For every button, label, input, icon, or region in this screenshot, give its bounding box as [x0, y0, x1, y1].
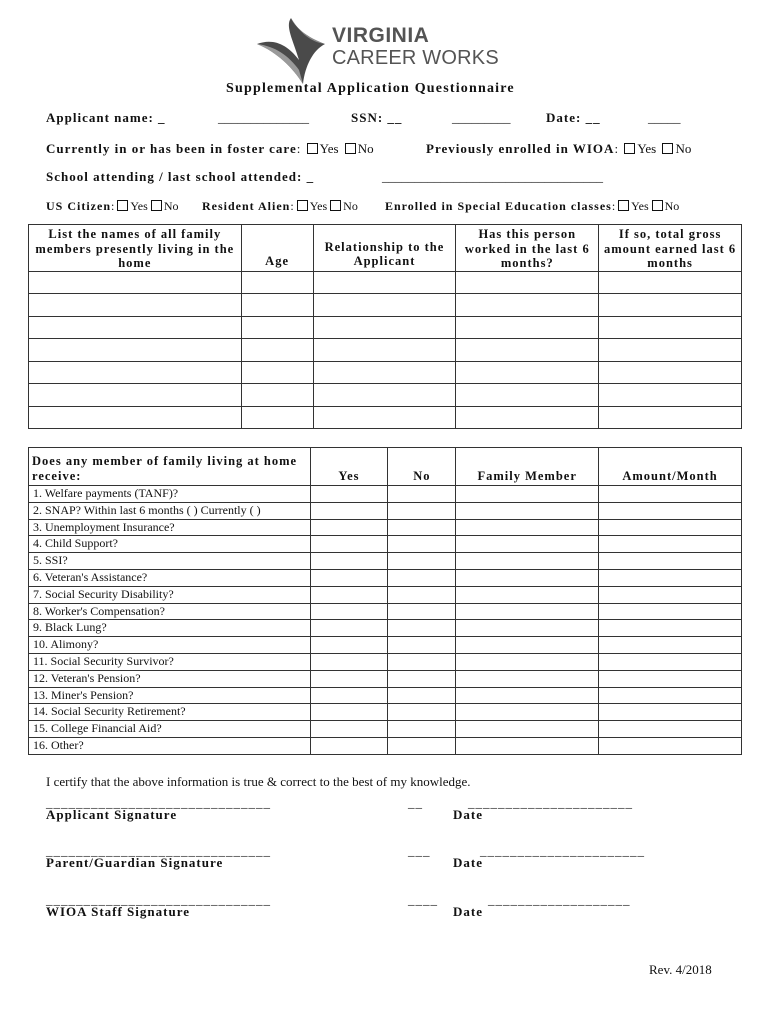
guardian-date-line-short[interactable]: ___ — [408, 843, 431, 858]
benefit-yes-cell[interactable] — [310, 486, 388, 503]
table-row — [29, 637, 742, 654]
benefit-family-member-cell[interactable] — [456, 536, 599, 553]
guardian-date-label: Date — [453, 855, 483, 870]
special-ed-yes-label: Yes — [631, 199, 649, 213]
benefit-no-cell[interactable] — [388, 569, 456, 586]
benefit-amount-cell[interactable] — [599, 569, 742, 586]
amount-cell[interactable] — [599, 361, 742, 384]
benefit-item-label: 3. Unemployment Insurance? — [29, 519, 311, 536]
benefit-item-label: 5. SSI? — [29, 553, 311, 570]
benefit-item-label: 14. Social Security Retirement? — [29, 704, 311, 721]
benefit-no-cell[interactable] — [388, 704, 456, 721]
foster-no-label: No — [357, 141, 374, 156]
us-citizen-label: US Citizen — [46, 199, 111, 213]
amount-cell[interactable] — [599, 384, 742, 407]
family-members-table — [28, 224, 742, 429]
benefit-amount-cell[interactable] — [599, 653, 742, 670]
relationship-cell[interactable] — [313, 294, 456, 317]
wioa-question: Previously enrolled in WIOA: Yes No — [426, 141, 692, 156]
staff-date-label: Date — [453, 904, 483, 919]
table-row — [29, 553, 742, 570]
wioa-yes-checkbox[interactable] — [624, 143, 635, 154]
benefit-yes-cell[interactable] — [310, 519, 388, 536]
special-ed-label: Enrolled in Special Education classes — [385, 199, 612, 213]
table-row — [29, 620, 742, 637]
gross-amount-header: If so, total gross amount earned last 6 months — [599, 225, 742, 272]
applicant-signature-line[interactable]: ______________________________ — [46, 795, 271, 810]
staff-signature-label: WIOA Staff Signature — [46, 904, 190, 919]
table-row — [29, 603, 742, 620]
name-cell[interactable] — [29, 361, 242, 384]
worked-cell[interactable] — [456, 361, 599, 384]
amount-month-header: Amount/Month — [599, 448, 742, 486]
table-row — [29, 486, 742, 503]
receive-question-text: Does any member of family living at home receive: — [32, 454, 298, 483]
benefit-amount-cell[interactable] — [599, 637, 742, 654]
table-row — [29, 536, 742, 553]
staff-date-line[interactable]: ___________________ — [488, 892, 631, 907]
no-header: No — [388, 448, 456, 486]
benefit-family-member-cell[interactable] — [456, 620, 599, 637]
benefit-family-member-cell[interactable] — [456, 603, 599, 620]
worked-header: Has this person worked in the last 6 months? — [456, 225, 599, 272]
alien-yes-checkbox[interactable] — [297, 200, 308, 211]
benefit-family-member-cell[interactable] — [456, 553, 599, 570]
benefit-no-cell[interactable] — [388, 721, 456, 738]
worked-cell[interactable] — [456, 294, 599, 317]
table-row — [29, 586, 742, 603]
date-label: Date: __ — [546, 110, 601, 125]
guardian-date-line[interactable]: ______________________ — [480, 843, 645, 858]
benefit-item-label: 6. Veteran's Assistance? — [29, 569, 311, 586]
benefit-item-label: 7. Social Security Disability? — [29, 586, 311, 603]
us-citizen-question: US Citizen: Yes No — [46, 199, 179, 213]
benefits-table — [28, 447, 742, 755]
benefit-amount-cell[interactable] — [599, 519, 742, 536]
foster-yes-label: Yes — [319, 141, 339, 156]
ssn-field[interactable]: _________ — [452, 110, 511, 125]
table-row — [29, 569, 742, 586]
wioa-yes-label: Yes — [637, 141, 657, 156]
benefit-family-member-cell[interactable] — [456, 737, 599, 754]
benefit-item-label: 10. Alimony? — [29, 637, 311, 654]
certify-statement: I certify that the above information is true & correct to the best of my knowledge. — [46, 774, 471, 789]
benefit-no-cell[interactable] — [388, 519, 456, 536]
guardian-signature-label: Parent/Guardian Signature — [46, 855, 224, 870]
table-row — [29, 502, 742, 519]
foster-no-checkbox[interactable] — [345, 143, 356, 154]
benefit-yes-cell[interactable] — [310, 569, 388, 586]
benefit-yes-cell[interactable] — [310, 704, 388, 721]
name-cell[interactable] — [29, 384, 242, 407]
benefit-amount-cell[interactable] — [599, 536, 742, 553]
special-ed-no-label: No — [664, 199, 680, 213]
table-row — [29, 294, 742, 317]
benefit-no-cell[interactable] — [388, 670, 456, 687]
age-cell[interactable] — [241, 406, 313, 429]
foster-care-label: Currently in or has been in foster care — [46, 141, 297, 156]
amount-cell[interactable] — [599, 316, 742, 339]
worked-cell[interactable] — [456, 271, 599, 294]
citizen-no-label: No — [163, 199, 179, 213]
worked-cell[interactable] — [456, 339, 599, 362]
benefit-no-cell[interactable] — [388, 687, 456, 704]
worked-cell[interactable] — [456, 406, 599, 429]
benefit-amount-cell[interactable] — [599, 737, 742, 754]
citizen-yes-checkbox[interactable] — [117, 200, 128, 211]
benefit-item-label: 1. Welfare payments (TANF)? — [29, 486, 311, 503]
table-row — [29, 339, 742, 362]
relationship-cell[interactable] — [313, 316, 456, 339]
table-row — [29, 384, 742, 407]
benefit-amount-cell[interactable] — [599, 687, 742, 704]
age-header: Age — [241, 225, 313, 272]
staff-date-line-short[interactable]: ____ — [408, 892, 438, 907]
revision-note: Rev. 4/2018 — [649, 962, 712, 977]
name-cell[interactable] — [29, 316, 242, 339]
benefit-family-member-cell[interactable] — [456, 519, 599, 536]
benefit-no-cell[interactable] — [388, 586, 456, 603]
benefit-yes-cell[interactable] — [310, 637, 388, 654]
applicant-signature-label: Applicant Signature — [46, 807, 178, 822]
table-row — [29, 653, 742, 670]
relationship-cell[interactable] — [313, 361, 456, 384]
family-names-header: List the names of all family members presently living in the home — [29, 225, 242, 272]
logo-text-line1: VIRGINIA — [332, 24, 430, 47]
benefit-amount-cell[interactable] — [599, 586, 742, 603]
benefit-no-cell[interactable] — [388, 637, 456, 654]
amount-cell[interactable] — [599, 406, 742, 429]
guardian-signature-line[interactable]: ______________________________ — [46, 843, 271, 858]
school-label: School attending / last school attended: _ — [46, 169, 315, 184]
wioa-no-label: No — [675, 141, 692, 156]
relationship-cell[interactable] — [313, 406, 456, 429]
benefit-yes-cell[interactable] — [310, 670, 388, 687]
family-member-header: Family Member — [456, 448, 599, 486]
benefit-item-label: 12. Veteran's Pension? — [29, 670, 311, 687]
benefit-amount-cell[interactable] — [599, 620, 742, 637]
virginia-career-works-logo-icon — [255, 16, 330, 84]
amount-cell[interactable] — [599, 271, 742, 294]
date-field[interactable]: _____ — [648, 110, 681, 125]
alien-no-checkbox[interactable] — [330, 200, 341, 211]
staff-signature-line[interactable]: ______________________________ — [46, 892, 271, 907]
benefit-item-label: 11. Social Security Survivor? — [29, 653, 311, 670]
applicant-date-label: Date — [453, 807, 483, 822]
benefit-yes-cell[interactable] — [310, 536, 388, 553]
age-cell[interactable] — [241, 384, 313, 407]
benefit-item-label: 4. Child Support? — [29, 536, 311, 553]
receive-question-header — [29, 448, 311, 486]
benefit-amount-cell[interactable] — [599, 670, 742, 687]
benefit-amount-cell[interactable] — [599, 603, 742, 620]
benefit-amount-cell[interactable] — [599, 704, 742, 721]
special-ed-yes-checkbox[interactable] — [618, 200, 629, 211]
benefit-item-label: 9. Black Lung? — [29, 620, 311, 637]
resident-alien-label: Resident Alien — [202, 199, 291, 213]
applicant-name-field[interactable]: ______________ — [218, 110, 309, 125]
benefit-yes-cell[interactable] — [310, 687, 388, 704]
benefit-no-cell[interactable] — [388, 553, 456, 570]
benefit-family-member-cell[interactable] — [456, 721, 599, 738]
applicant-name-label: Applicant name: _ — [46, 110, 166, 125]
benefit-yes-cell[interactable] — [310, 502, 388, 519]
benefit-no-cell[interactable] — [388, 536, 456, 553]
wioa-label: Previously enrolled in WIOA — [426, 141, 615, 156]
benefit-item-label: 8. Worker's Compensation? — [29, 603, 311, 620]
wioa-no-checkbox[interactable] — [662, 143, 673, 154]
benefit-no-cell[interactable] — [388, 737, 456, 754]
benefit-item-label: 13. Miner's Pension? — [29, 687, 311, 704]
benefit-amount-cell[interactable] — [599, 553, 742, 570]
name-cell[interactable] — [29, 294, 242, 317]
special-ed-no-checkbox[interactable] — [652, 200, 663, 211]
benefit-yes-cell[interactable] — [310, 603, 388, 620]
amount-cell[interactable] — [599, 339, 742, 362]
relationship-cell[interactable] — [313, 271, 456, 294]
table-row — [29, 361, 742, 384]
resident-alien-question: Resident Alien: Yes No — [202, 199, 358, 213]
benefit-no-cell[interactable] — [388, 603, 456, 620]
table-row — [29, 687, 742, 704]
benefit-yes-cell[interactable] — [310, 586, 388, 603]
benefit-family-member-cell[interactable] — [456, 586, 599, 603]
benefit-yes-cell[interactable] — [310, 721, 388, 738]
special-ed-question: Enrolled in Special Education classes: Yes No — [385, 199, 680, 213]
table-row — [29, 721, 742, 738]
page-title: Supplemental Application Questionnaire — [226, 81, 515, 96]
name-cell[interactable] — [29, 339, 242, 362]
benefit-family-member-cell[interactable] — [456, 687, 599, 704]
citizen-yes-label: Yes — [130, 199, 148, 213]
benefit-family-member-cell[interactable] — [456, 486, 599, 503]
table-row — [29, 670, 742, 687]
citizen-no-checkbox[interactable] — [151, 200, 162, 211]
benefit-family-member-cell[interactable] — [456, 569, 599, 586]
yes-header: Yes — [310, 448, 388, 486]
benefit-item-label: 16. Other? — [29, 737, 311, 754]
table-row — [29, 519, 742, 536]
benefit-family-member-cell[interactable] — [456, 502, 599, 519]
benefit-no-cell[interactable] — [388, 486, 456, 503]
alien-yes-label: Yes — [309, 199, 328, 213]
benefit-family-member-cell[interactable] — [456, 637, 599, 654]
name-cell[interactable] — [29, 406, 242, 429]
alien-no-label: No — [343, 199, 358, 213]
relationship-header: Relationship to the Applicant — [313, 225, 456, 272]
table-row — [29, 316, 742, 339]
age-cell[interactable] — [241, 271, 313, 294]
name-cell[interactable] — [29, 271, 242, 294]
worked-cell[interactable] — [456, 316, 599, 339]
benefit-amount-cell[interactable] — [599, 502, 742, 519]
ssn-label: SSN: __ — [351, 110, 403, 125]
family-table-header — [29, 225, 742, 272]
age-cell[interactable] — [241, 339, 313, 362]
benefit-no-cell[interactable] — [388, 620, 456, 637]
school-field[interactable]: __________________________________ — [382, 169, 603, 184]
benefit-family-member-cell[interactable] — [456, 670, 599, 687]
logo-text-line2: CAREER WORKS — [332, 47, 499, 69]
benefits-table-header — [29, 448, 742, 486]
relationship-cell[interactable] — [313, 384, 456, 407]
benefit-amount-cell[interactable] — [599, 486, 742, 503]
age-cell[interactable] — [241, 294, 313, 317]
benefit-yes-cell[interactable] — [310, 653, 388, 670]
age-cell[interactable] — [241, 316, 313, 339]
benefit-yes-cell[interactable] — [310, 737, 388, 754]
benefit-family-member-cell[interactable] — [456, 653, 599, 670]
worked-cell[interactable] — [456, 384, 599, 407]
benefit-item-label: 2. SNAP? Within last 6 months ( ) Currently ( ) — [29, 502, 311, 519]
benefit-no-cell[interactable] — [388, 653, 456, 670]
benefit-no-cell[interactable] — [388, 502, 456, 519]
foster-yes-checkbox[interactable] — [307, 143, 318, 154]
applicant-date-line[interactable]: ______________________ — [468, 795, 633, 810]
applicant-date-line-short[interactable]: __ — [408, 795, 423, 810]
table-row — [29, 704, 742, 721]
table-row — [29, 737, 742, 754]
benefit-yes-cell[interactable] — [310, 553, 388, 570]
relationship-cell[interactable] — [313, 339, 456, 362]
benefit-item-label: 15. College Financial Aid? — [29, 721, 311, 738]
foster-care-question: Currently in or has been in foster care: Yes No — [46, 141, 374, 156]
age-cell[interactable] — [241, 361, 313, 384]
table-row — [29, 271, 742, 294]
amount-cell[interactable] — [599, 294, 742, 317]
benefit-yes-cell[interactable] — [310, 620, 388, 637]
benefit-amount-cell[interactable] — [599, 721, 742, 738]
benefit-family-member-cell[interactable] — [456, 704, 599, 721]
table-row — [29, 406, 742, 429]
